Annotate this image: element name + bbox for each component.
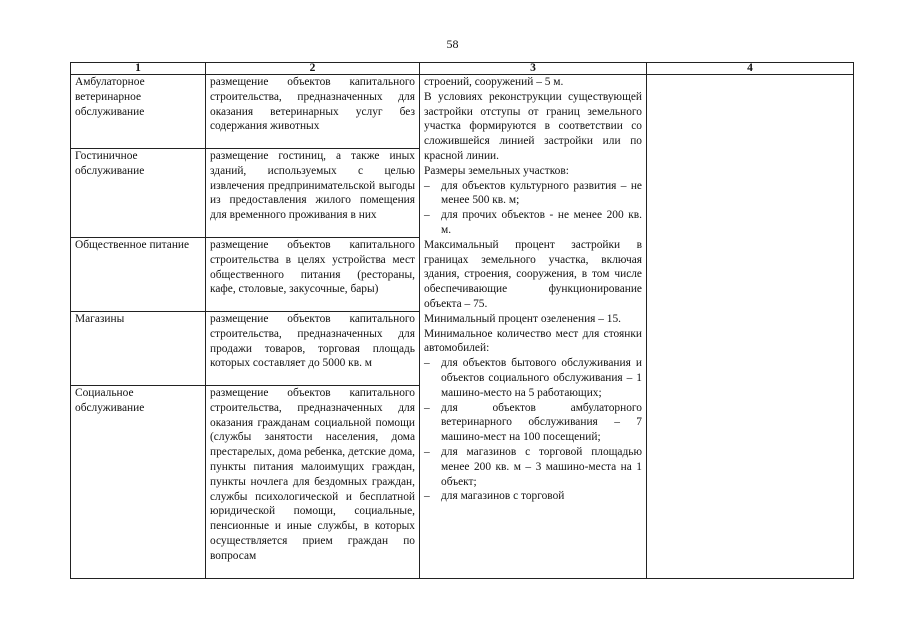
column-header-4: 4 [647,63,854,75]
parameters-text: Размеры земельных участков: [424,164,569,177]
use-type-name: Общественное питание [71,238,206,312]
column-header-1: 1 [71,63,206,75]
use-type-name: Магазины [71,312,206,386]
parameters-text: Минимальный процент озеленения – 15. [424,312,622,325]
use-type-description: размещение объектов капитального строительства, предназначенных для оказания ветеринарных услуг без содержания животных [206,75,420,149]
parking-list [424,356,642,504]
list-item: – для объектов бытового обслуживания и объектов социального обслуживания – 1 машино-место на 5 работающих; [424,356,642,400]
parameters-cell [420,75,647,579]
use-type-description: размещение объектов капитального строительства, предназначенных для продажи товаров, торговая площадь которых составляет до 5000 кв. м [206,312,420,386]
list-item: – для магазинов с торговой площадью менее 200 кв. м – 3 машино-места на 1 объект; [424,445,642,489]
parameters-text: Минимальное количество мест для стоянки автомобилей: [424,327,642,355]
list-item: – для прочих объектов - не менее 200 кв. м. [424,208,642,238]
notes-cell [647,75,854,579]
parameters-text: строений, сооружений – 5 м. [424,76,564,88]
list-item: – для объектов амбулаторного ветеринарного обслуживания – 7 машино-мест на 100 посещений; [424,401,642,445]
use-type-name: Амбулаторное ветеринарное обслуживание [71,75,206,149]
header-row [71,63,854,75]
use-type-description: размещение объектов капитального строительства в целях устройства мест общественного питания (рестораны, кафе, столовые, закусочные, бары) [206,238,420,312]
table-row [71,75,854,149]
parameters-text: Максимальный процент застройки в границах земельного участка, включая здания, строения, сооружения, в том числе обеспечивающие функционирование объекта – 75. [424,238,642,310]
parameters-text: В условиях реконструкции существующей застройки отступы от границ земельного участка формируются в соответствии со сложившейся линией застройки или по красной линии. [424,90,642,162]
use-type-description: размещение гостиниц, а также иных зданий, используемых с целью извлечения предпринимательской выгоды из предоставления жилого помещения для временного проживания в них [206,149,420,238]
list-item: – для магазинов с торговой [424,489,642,504]
use-type-name: Гостиничное обслуживание [71,149,206,238]
use-type-description: размещение объектов капитального строительства, предназначенных для оказания гражданам социальной помощи (службы занятости населения, дома престарелых, дома ребенка, детские дома, пункты питания малоимущих граждан, пункты ночлега для бездомных граждан, службы психологической и бесплатной юридической помощи, социальные, пенсионные и иные службы, в которых осуществляется прием граждан по вопросам [206,386,420,579]
use-type-name: Социальное обслуживание [71,386,206,579]
regulations-table [70,62,854,579]
column-header-3: 3 [420,63,647,75]
page-number: 58 [446,37,459,51]
list-item: – для объектов культурного развития – не менее 500 кв. м; [424,179,642,209]
column-header-2: 2 [206,63,420,75]
plot-sizes-list [424,179,642,238]
